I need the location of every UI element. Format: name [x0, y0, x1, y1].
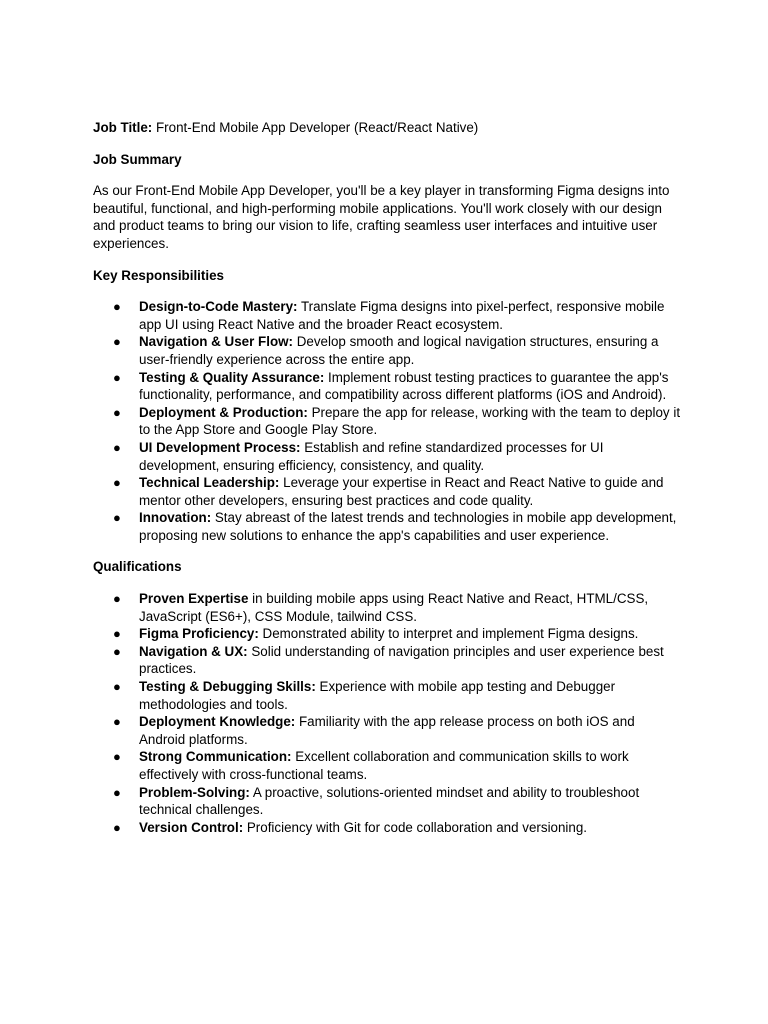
bullet-icon: ●: [113, 749, 121, 765]
list-item: [93, 625, 683, 643]
bullet-icon: ●: [113, 643, 121, 659]
job-summary-text: As our Front-End Mobile App Developer, you'll be a key player in transforming Figma designs into beautiful, functional, and high-performing mobile applications. You'll work closely with our design and product teams to bring our vision to life, crafting seamless user interfaces and intuitive user experiences.: [93, 183, 670, 251]
list-item: [93, 439, 683, 474]
item-title: Navigation & UX:: [139, 643, 248, 659]
list-item: [93, 298, 683, 333]
bullet-icon: ●: [113, 404, 121, 420]
document-content: [93, 119, 683, 850]
bullet-icon: ●: [113, 626, 121, 642]
list-item: [93, 404, 683, 439]
qualifications-list: [93, 590, 683, 836]
bullet-icon: ●: [113, 475, 121, 491]
list-item: [93, 678, 683, 713]
item-text: Prepare the app for release, working with the team to deploy it to the App Store and Google Play Store.: [139, 404, 681, 438]
list-item: [93, 748, 683, 783]
item-title: Testing & Debugging Skills:: [139, 679, 316, 695]
item-text: Implement robust testing practices to guarantee the app's functionality, performance, and compatibility across different platforms (iOS and Android).: [139, 369, 669, 403]
item-title: Innovation:: [139, 510, 212, 526]
bullet-icon: ●: [113, 299, 121, 315]
bullet-icon: ●: [113, 591, 121, 607]
item-title: Version Control:: [139, 819, 244, 835]
item-title: Figma Proficiency:: [139, 626, 259, 642]
list-item: [93, 369, 683, 404]
key-responsibilities-heading: Key Responsibilities: [93, 267, 224, 283]
list-item: [93, 713, 683, 748]
list-item: [93, 784, 683, 819]
item-title: Deployment Knowledge:: [139, 714, 296, 730]
item-title: Problem-Solving:: [139, 784, 250, 800]
item-title: Proven Expertise: [139, 591, 249, 607]
item-text: Demonstrated ability to interpret and implement Figma designs.: [258, 626, 639, 642]
job-title-value: Front-End Mobile App Developer (React/React Native): [152, 120, 479, 135]
item-title: Strong Communication:: [139, 749, 292, 765]
item-text: Establish and refine standardized processes for UI development, ensuring efficiency, consistency, and quality.: [139, 439, 604, 473]
item-text: Excellent collaboration and communication skills to work effectively with cross-functional teams.: [139, 749, 629, 782]
bullet-icon: ●: [113, 819, 121, 835]
responsibilities-list: [93, 298, 683, 544]
bullet-icon: ●: [113, 510, 121, 526]
item-title: UI Development Process:: [139, 439, 301, 455]
item-text: Solid understanding of navigation principles and user experience best practices.: [139, 643, 664, 677]
item-title: Design-to-Code Mastery:: [139, 299, 298, 315]
item-title: Navigation & User Flow:: [139, 334, 294, 350]
job-title-label: Job Title:: [93, 120, 153, 135]
list-item: [93, 819, 683, 837]
item-text: Familiarity with the app release process on both iOS and Android platforms.: [139, 714, 635, 747]
item-text: Develop smooth and logical navigation structures, ensuring a user-friendly experience across the entire app.: [139, 334, 659, 367]
bullet-icon: ●: [113, 369, 121, 385]
item-text: Leverage your expertise in React and React Native to guide and mentor other developers, ensuring best practices and code quality.: [139, 475, 664, 508]
bullet-icon: ●: [113, 714, 121, 730]
job-summary-heading: Job Summary: [93, 151, 182, 167]
item-text: Translate Figma designs into pixel-perfect, responsive mobile app UI using React Native and the broader React ecosystem.: [139, 299, 665, 332]
list-item: [93, 643, 683, 678]
item-text: Proficiency with Git for code collaboration and versioning.: [243, 819, 588, 835]
item-text: Stay abreast of the latest trends and technologies in mobile app development, proposing new solutions to enhance the app's capabilities and user experience.: [139, 510, 677, 543]
list-item: [93, 333, 683, 368]
item-title: Technical Leadership:: [139, 475, 280, 491]
bullet-icon: ●: [113, 439, 121, 455]
item-text: A proactive, solutions-oriented mindset and ability to troubleshoot technical challenges.: [139, 784, 640, 818]
list-item: [93, 509, 683, 544]
list-item: [93, 474, 683, 509]
bullet-icon: ●: [113, 784, 121, 800]
item-text: Experience with mobile app testing and Debugger methodologies and tools.: [139, 679, 616, 712]
item-text: in building mobile apps using React Native and React, HTML/CSS, JavaScript (ES6+), CSS Module, tailwind CSS.: [139, 591, 649, 624]
job-title-line: [93, 119, 683, 137]
bullet-icon: ●: [113, 334, 121, 350]
item-title: Testing & Quality Assurance:: [139, 369, 325, 385]
qualifications-heading: Qualifications: [93, 559, 182, 575]
bullet-icon: ●: [113, 679, 121, 695]
item-title: Deployment & Production:: [139, 404, 308, 420]
list-item: [93, 590, 683, 625]
